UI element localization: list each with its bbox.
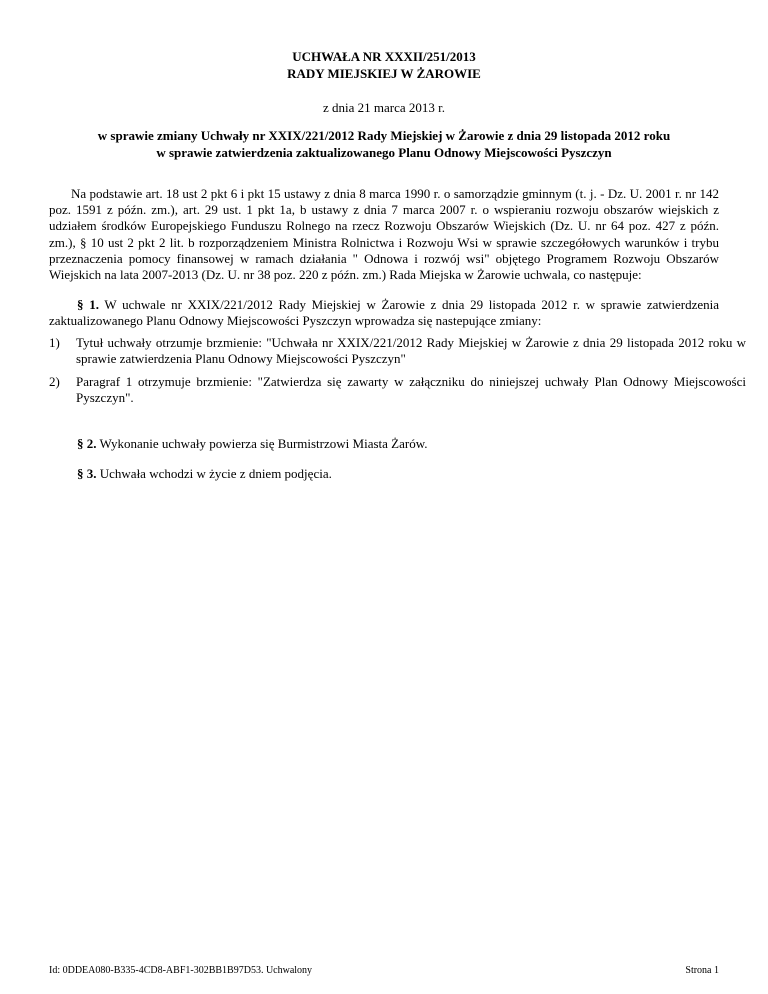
- document-id: Id: 0DDEA080-B335-4CD8-ABF1-302BB1B97D53. Uchwalony: [49, 965, 313, 976]
- section-1: [49, 297, 719, 329]
- section-2-label: § 2.: [77, 436, 97, 451]
- preamble: Na podstawie art. 18 ust 2 pkt 6 i pkt 15 ustawy z dnia 8 marca 1990 r. o samorządzie gminnym (t. j. - Dz. U. 2001 r. nr 142 poz. 1591 z późn. zm.), art. 29 ust. 1 pkt 1a, b ustawy z dnia 7 marca 2007 r. o wspieraniu rozwoju obszarów wiejskich z udziałem środków Europejskiego Funduszu Rolnego na rzecz Rozwoju Obszarów Wiejskich (Dz. U. nr 64 poz. 427 z późn. zm.), § 10 ust 2 pkt 2 lit. b rozporządzeniem Ministra Rolnictwa i Rozwoju Wsi w sprawie szczegółowych warunków i trybu przeznaczenia pomocy finansowej w ramach działania " Odnowa i rozwój wsi" objętego Programem Rozwoju Obszarów Wiejskich na lata 2007-2013 (Dz. U. nr 38 poz. 220 z późn. zm.) Rada Miejska w Żarowie uchwala, co następuje:: [49, 186, 719, 283]
- subject-line-1: w sprawie zmiany Uchwały nr XXIX/221/2012 Rady Miejskiej w Żarowie z dnia 29 listopada 2012 roku: [97, 128, 671, 143]
- list-item-text: Tytuł uchwały otrzumje brzmienie: "Uchwała nr XXIX/221/2012 Rady Miejskiej w Żarowie z dnia 29 listopada 2012 roku w sprawie zatwierdzenia Planu Odnowy Miejscowości Pyszczyn": [76, 335, 746, 367]
- section-2: [77, 436, 717, 452]
- section-1-text: W uchwale nr XXIX/221/2012 Rady Miejskiej w Żarowie z dnia 29 listopada 2012 r. w sprawie zatwierdzenia zaktualizowanego Planu Odnowy Miejscowości Pyszczyn wprowadza się nastepujące zmiany:: [49, 297, 720, 329]
- subject-line-2: w sprawie zatwierdzenia zaktualizowanego Planu Odnowy Miejscowości Pyszczyn: [156, 145, 612, 160]
- list-item-number: 2): [49, 374, 60, 389]
- page-number: Strona 1: [685, 965, 719, 976]
- resolution-subject: [40, 127, 728, 161]
- list-item: [49, 374, 746, 406]
- section-3: [77, 466, 717, 482]
- resolution-number: UCHWAŁA NR XXXII/251/2013: [292, 49, 476, 64]
- section-1-label: § 1.: [77, 297, 99, 312]
- resolution-date: z dnia 21 marca 2013 r.: [322, 100, 445, 115]
- section-2-text: Wykonanie uchwały powierza się Burmistrzowi Miasta Żarów.: [96, 436, 428, 451]
- council-name: RADY MIEJSKIEJ W ŻAROWIE: [287, 66, 481, 81]
- list-item: [49, 335, 746, 367]
- list-item-text: Paragraf 1 otrzymuje brzmienie: "Zatwierdza się zawarty w załączniku do niniejszej uchwały Plan Odnowy Miejscowości Pyszczyn".: [76, 374, 746, 406]
- section-3-label: § 3.: [77, 466, 97, 481]
- section-3-text: Uchwała wchodzi w życie z dniem podjęcia.: [96, 466, 332, 481]
- list-item-number: 1): [49, 335, 60, 350]
